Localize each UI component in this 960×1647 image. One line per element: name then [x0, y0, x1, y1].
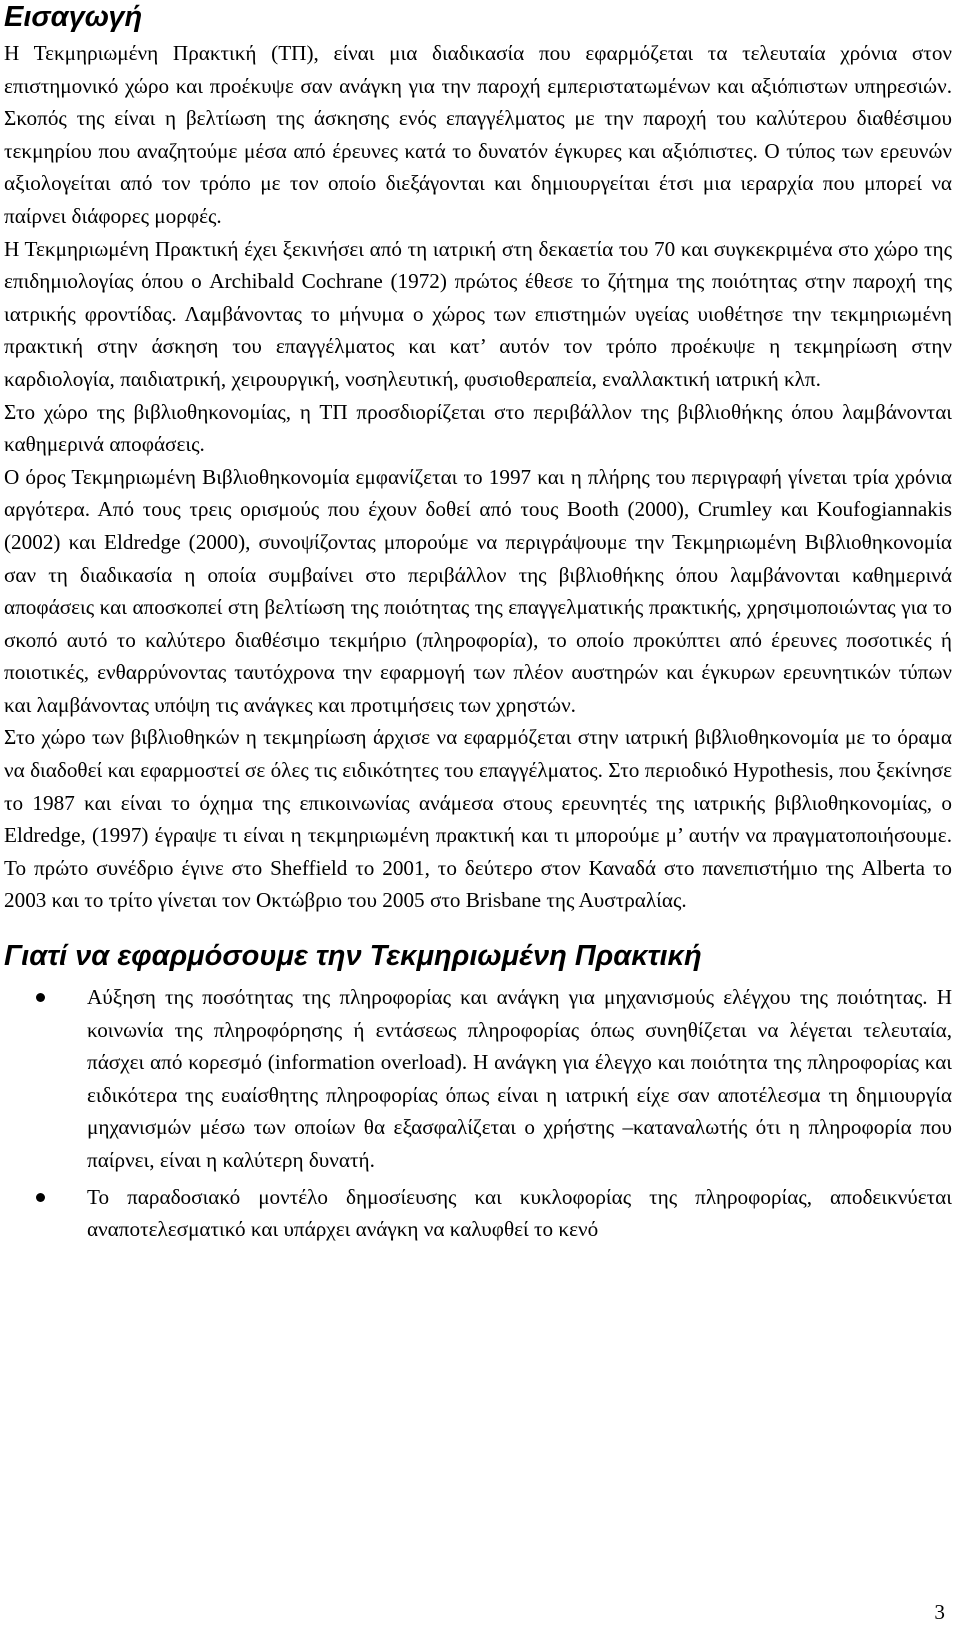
bullet-item — [4, 1181, 952, 1246]
intro-paragraph: Ο όρος Τεκμηριωμένη Βιβλιοθηκονομία εμφανίζεται το 1997 και η πλήρης του περιγραφή γίνεται τρία χρόνια αργότερα. Από τους τρεις ορισμούς που έχουν δοθεί από τους Booth (2000), Crumley και Koufogiannakis (2002) και Eldredge (2000), συνοψίζοντας μπορούμε να περιγράψουμε την Τεκμηριωμένη Βιβλιοθηκονομία σαν τη διαδικασία η οποία συμβαίνει στο περιβάλλον της βιβλιοθήκης όπου λαμβάνονται καθημερινά αποφάσεις και αποσκοπεί στη βελτίωση της ποιότητας της επαγγελματικής πρακτικής, χρησιμοποιώντας για το σκοπό αυτό το καλύτερο διαθέσιμο τεκμήριο (πληροφορία), το οποίο προκύπτει από έρευνες ποσοτικές ή ποιοτικές, ενθαρρύνοντας ταυτόχρονα την εφαρμογή των πλέον αυστηρών και έγκυρων ερευνητικών τύπων και λαμβάνοντας υπόψη τις ανάγκες και προτιμήσεις των χρηστών. — [4, 464, 952, 717]
page-number: 3 — [934, 1600, 945, 1624]
why-heading: Γιατί να εφαρμόσουμε την Τεκμηριωμένη Πρακτική — [4, 940, 702, 973]
bullet-dot-icon — [36, 1193, 45, 1202]
intro-paragraph: Στο χώρο της βιβλιοθηκονομίας, η ΤΠ προσδιορίζεται στο περιβάλλον της βιβλιοθήκης όπου λαμβάνονται καθημερινά αποφάσεις. — [4, 399, 952, 457]
page-content — [4, 0, 952, 1250]
bullet-item — [4, 981, 952, 1177]
bullet-dot-icon — [36, 993, 45, 1002]
why-bullet-list — [4, 981, 952, 1246]
intro-paragraph: Η Τεκμηριωμένη Πρακτική (ΤΠ), είναι μια διαδικασία που εφαρμόζεται τα τελευταία χρόνια στον επιστημονικό χώρο και προέκυψε σαν ανάγκη για την παροχή εμπεριστατωμένων και αξιόπιστων υπηρεσιών. Σκοπός της είναι η βελτίωση της άσκησης ενός επαγγέλματος με την παροχή του καλύτερου διαθέσιμου τεκμηρίου που αναζητούμε μέσα από έρευνες κατά το δυνατόν έγκυρες και αξιόπιστες. Ο τύπος των ερευνών αξιολογείται από τον τρόπο με τον οποίο διεξάγονται και δημιουργείται έτσι μια ιεραρχία που μπορεί να παίρνει διάφορες μορφές. — [4, 41, 952, 228]
bullet-text: Αύξηση της ποσότητας της πληροφορίας και ανάγκη για μηχανισμούς ελέγχου της ποιότητας. Η κοινωνία της πληροφόρησης ή εντάσεως πληροφορίας όπως συνηθίζεται να λέγεται τελευταία, πάσχει από κορεσμό (information overload). Η ανάγκη για έλεγχο και ποιότητα της πληροφορίας και ειδικότερα της ευαίσθητης πληροφορίας όπως είναι η ιατρική είχε σαν αποτέλεσμα τη δημιουργία μηχανισμών μέσω των οποίων θα εξασφαλίζεται ο χρήστης –καταναλωτής ότι η πληροφορία που παίρνει, είναι η καλύτερη δυνατή. — [87, 985, 952, 1172]
bullet-text: Το παραδοσιακό μοντέλο δημοσίευσης και κυκλοφορίας της πληροφορίας, αποδεικνύεται αναποτελεσματικό και υπάρχει ανάγκη να καλυφθεί το κενό — [87, 1184, 952, 1242]
intro-heading: Εισαγωγή — [4, 1, 143, 33]
intro-paragraph: Στο χώρο των βιβλιοθηκών η τεκμηρίωση άρχισε να εφαρμόζεται στην ιατρική βιβλιοθηκονομία με το όραμα να διαδοθεί και εφαρμοστεί σε όλες τις ειδικότητες του επαγγέλματος. Στο περιοδικό Hypothesis, που ξεκίνησε το 1987 και είναι το όχημα της επικοινωνίας ανάμεσα στους ερευνητές της ιατρικής βιβλιοθηκονομίας, ο Eldredge, (1997) έγραψε τι είναι η τεκμηριωμένη πρακτική και τι μπορούμε μ’ αυτήν να πραγματοποιήσουμε. Το πρώτο συνέδριο έγινε στο Sheffield το 2001, το δεύτερο στον Καναδά στο πανεπιστήμιο της Alberta το 2003 και το τρίτο γίνεται τον Οκτώβριο του 2005 στο Brisbane της Αυστραλίας. — [4, 725, 952, 913]
intro-paragraph: Η Τεκμηριωμένη Πρακτική έχει ξεκινήσει από τη ιατρική στη δεκαετία του 70 και συγκεκριμένα στο χώρο της επιδημιολογίας όπου ο Archibald Cochrane (1972) πρώτος έθεσε το ζήτημα της ποιότητας στην παροχή της ιατρικής φροντίδας. Λαμβάνοντας το μήνυμα ο χώρος των επιστημών υγείας υιοθέτησε την τεκμηριωμένη πρακτική στην άσκηση του επαγγέλματος και κατ’ αυτόν τον τρόπο προέκυψε η τεκμηρίωση στην καρδιολογία, παιδιατρική, χειρουργική, νοσηλευτική, φυσιοθεραπεία, εναλλακτική ιατρική κλπ. — [4, 236, 952, 391]
